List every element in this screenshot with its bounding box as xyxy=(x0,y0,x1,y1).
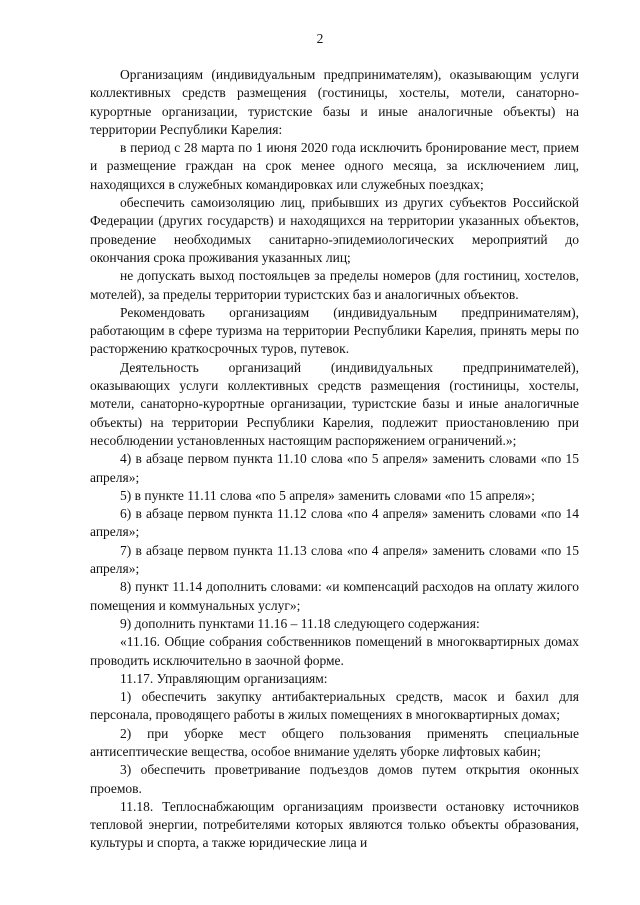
paragraph-item-11-17-1: 1) обеспечить закупку антибактериальных средств, масок и бахил для персонала, проводящего работы в жилых помещениях в многоквартирных домах; xyxy=(90,689,579,723)
page-number: 2 xyxy=(316,31,324,46)
paragraph-item-11-17-2: 2) при уборке мест общего пользования применять специальные антисептические вещества, особое внимание уделять уборке лифтовых кабин; xyxy=(90,725,579,759)
paragraph-item-11-16: «11.16. Общие собрания собственников помещений в многоквартирных домах проводить исключительно в заочной форме. xyxy=(90,634,579,668)
paragraph-item-11-17: 11.17. Управляющим организациям: xyxy=(120,670,328,686)
paragraph-amendment-8: 8) пункт 11.14 дополнить словами: «и компенсаций расходов на оплату жилого помещения и коммунальных услуг»; xyxy=(90,579,579,613)
paragraph-item-11-18: 11.18. Теплоснабжающим организациям произвести остановку источников тепловой энергии, потребителями которых являются только объекты образования, культуры и спорта, а также юридические лица и xyxy=(90,798,579,851)
paragraph-amendment-4: 4) в абзаце первом пункта 11.10 слова «по 5 апреля» заменить словами «по 15 апреля»; xyxy=(90,451,579,485)
paragraph-item-11-17-3: 3) обеспечить проветривание подъездов домов путем открытия оконных проемов. xyxy=(90,762,579,796)
paragraph-self-isolation: обеспечить самоизоляцию лиц, прибывших из других субъектов Российской Федерации (других государств) и находящихся на территории указанных объектов, проведение необходимых санитарно-эпидемиологических мероприятий до окончания срока проживания указанных лиц; xyxy=(90,195,579,265)
document-body xyxy=(90,66,579,853)
paragraph-tourism-recommendation: Рекомендовать организациям (индивидуальным предпринимателям), работающим в сфере туризма на территории Республики Карелия, принять меры по расторжению краткосрочных туров, путевок. xyxy=(90,304,579,357)
paragraph-guest-exit-ban: не допускать выход постояльцев за пределы номеров (для гостиниц, хостелов, мотелей), за пределы территории туристских баз и аналогичных объектов. xyxy=(90,268,579,302)
paragraph-booking-restriction: в период с 28 марта по 1 июня 2020 года исключить бронирование мест, прием и размещение граждан на срок менее одного месяца, за исключением лиц, находящихся в служебных командировках или служебных поездках; xyxy=(90,140,579,192)
paragraph-organizations-intro: Организациям (индивидуальным предпринимателям), оказывающим услуги коллективных средств размещения (гостиницы, хостелы, мотели, санаторно-курортные организации, туристские базы и иные аналогичные объекты) на территории Республики Карелия: xyxy=(90,67,579,137)
paragraph-suspension: Деятельность организаций (индивидуальных предпринимателей), оказывающих услуги коллективных средств размещения (гостиницы, хостелы, мотели, санаторно-курортные организации, туристские базы и иные аналогичные объекты) на территории Республики Карелия, подлежит приостановлению при несоблюдении установленных настоящим распоряжением ограничений.»; xyxy=(90,359,579,448)
paragraph-amendment-9: 9) дополнить пунктами 11.16 – 11.18 следующего содержания: xyxy=(120,615,480,631)
paragraph-amendment-5: 5) в пункте 11.11 слова «по 5 апреля» заменить словами «по 15 апреля»; xyxy=(120,487,535,503)
paragraph-amendment-7: 7) в абзаце первом пункта 11.13 слова «по 4 апреля» заменить словами «по 15 апреля»; xyxy=(90,542,579,577)
paragraph-amendment-6: 6) в абзаце первом пункта 11.12 слова «по 4 апреля» заменить словами «по 14 апреля»; xyxy=(90,506,579,540)
